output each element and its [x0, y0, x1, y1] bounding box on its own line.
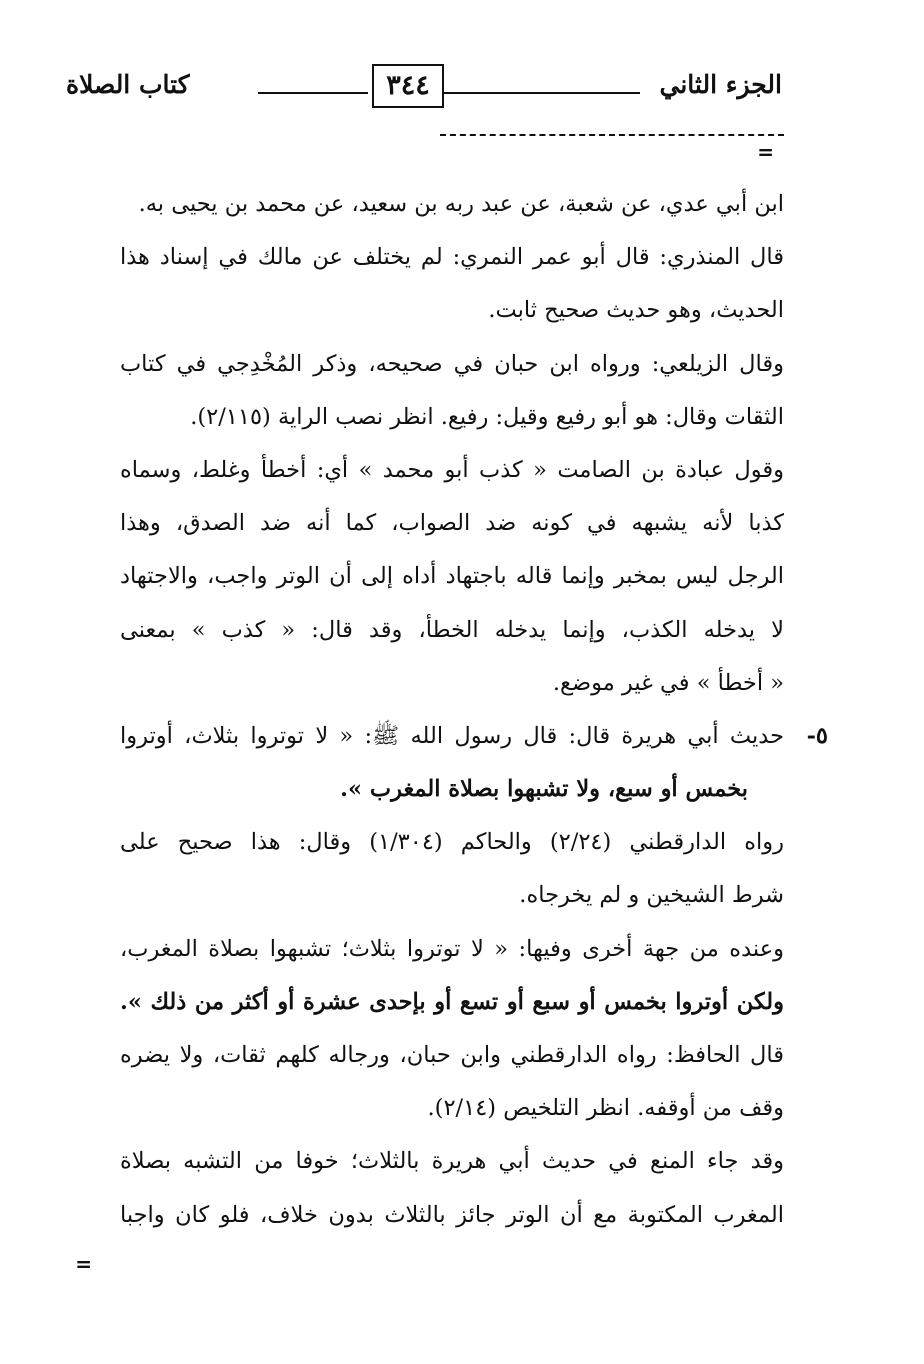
text-line-row — [120, 1082, 784, 1135]
text-line-row — [120, 1029, 784, 1082]
text-line: الحديث، وهو حديث صحيح ثابت. — [488, 297, 784, 324]
text-line-row — [120, 869, 784, 922]
item-number: ٥- — [806, 722, 828, 749]
text-line-row — [120, 231, 784, 284]
text-line: رواه الدارقطني (٢/٢٤) والحاكم (١/٣٠٤) وقال: هذا صحيح على — [120, 829, 784, 856]
text-line: وقف من أوقفه. انظر التلخيص (٢/١٤). — [427, 1095, 784, 1122]
text-line-row — [120, 976, 784, 1029]
text-line: شرط الشيخين و لم يخرجاه. — [519, 882, 784, 909]
continuation-mark-top: = — [757, 140, 774, 164]
text-line-row — [120, 178, 784, 231]
page-number: ٣٤٤ — [372, 64, 444, 108]
text-line-row — [120, 497, 784, 550]
text-line: وقد جاء المنع في حديث أبي هريرة بالثلاث؛ خوفا من التشبه بصلاة — [120, 1148, 784, 1175]
text-line-row — [120, 763, 784, 816]
text-line-row — [120, 923, 784, 976]
text-line: وقال الزيلعي: ورواه ابن حبان في صحيحه، وذكر المُخْدِجي في كتاب — [120, 350, 784, 377]
text-line-row — [120, 657, 784, 710]
text-line: المغرب المكتوبة مع أن الوتر جائز بالثلاث بدون خلاف، فلو كان واجبا — [120, 1201, 784, 1228]
text-line: ابن أبي عدي، عن شعبة، عن عبد ربه بن سعيد، عن محمد بن يحيى به. — [138, 191, 784, 217]
book-title: كتاب الصلاة — [66, 70, 190, 99]
text-line-row — [120, 816, 784, 869]
text-line: وقول عبادة بن الصامت « كذب أبو محمد » أي: أخطأ وغلط، وسماه — [120, 456, 784, 483]
text-line: « أخطأ » في غير موضع. — [552, 669, 784, 696]
text-line-row — [120, 444, 784, 497]
text-line: ولكن أوتروا بخمس أو سبع أو تسع أو بإحدى عشرة أو أكثر من ذلك ». — [120, 988, 784, 1015]
text-line-row — [120, 550, 784, 603]
text-line: الرجل ليس بمخبر وإنما قاله باجتهاد أداه إلى أن الوتر واجب، والاجتهاد — [120, 563, 784, 590]
text-line: حديث أبي هريرة قال: قال رسول الله ﷺ: « لا توتروا بثلاث، أوتروا — [120, 722, 784, 749]
text-line: بخمس أو سبع، ولا تشبهوا بصلاة المغرب ». — [340, 776, 748, 803]
text-line-row — [120, 1135, 784, 1188]
header-rule-right — [444, 92, 640, 94]
header-rule-left — [258, 92, 368, 94]
volume-title: الجزء الثاني — [659, 70, 782, 99]
text-line-row — [120, 284, 784, 337]
body-text — [120, 178, 828, 1242]
text-line-row — [120, 604, 784, 657]
text-line-row — [120, 338, 784, 391]
text-line-row — [120, 1189, 784, 1242]
text-line: قال الحافظ: رواه الدارقطني وابن حبان، ورجاله كلهم ثقات، ولا يضره — [120, 1042, 784, 1068]
text-line: لا يدخله الكذب، وإنما يدخله الخطأ، وقد قال: « كذب » بمعنى — [120, 616, 784, 643]
running-header — [66, 62, 782, 116]
text-line: قال المنذري: قال أبو عمر النمري: لم يختلف عن مالك في إسناد هذا — [120, 244, 784, 271]
dashed-separator — [440, 134, 784, 136]
text-line: الثقات وقال: هو أبو رفيع وقيل: رفيع. انظر نصب الراية (٢/١١٥). — [190, 403, 784, 430]
text-line-row — [120, 710, 828, 763]
text-line-row — [120, 391, 784, 444]
text-line: وعنده من جهة أخرى وفيها: « لا توتروا بثلاث؛ تشبهوا بصلاة المغرب، — [120, 935, 784, 962]
continuation-mark-bottom: = — [75, 1252, 92, 1276]
text-line: كذبا لأنه يشبهه في كونه ضد الصواب، كما أنه ضد الصدق، وهذا — [120, 510, 784, 537]
